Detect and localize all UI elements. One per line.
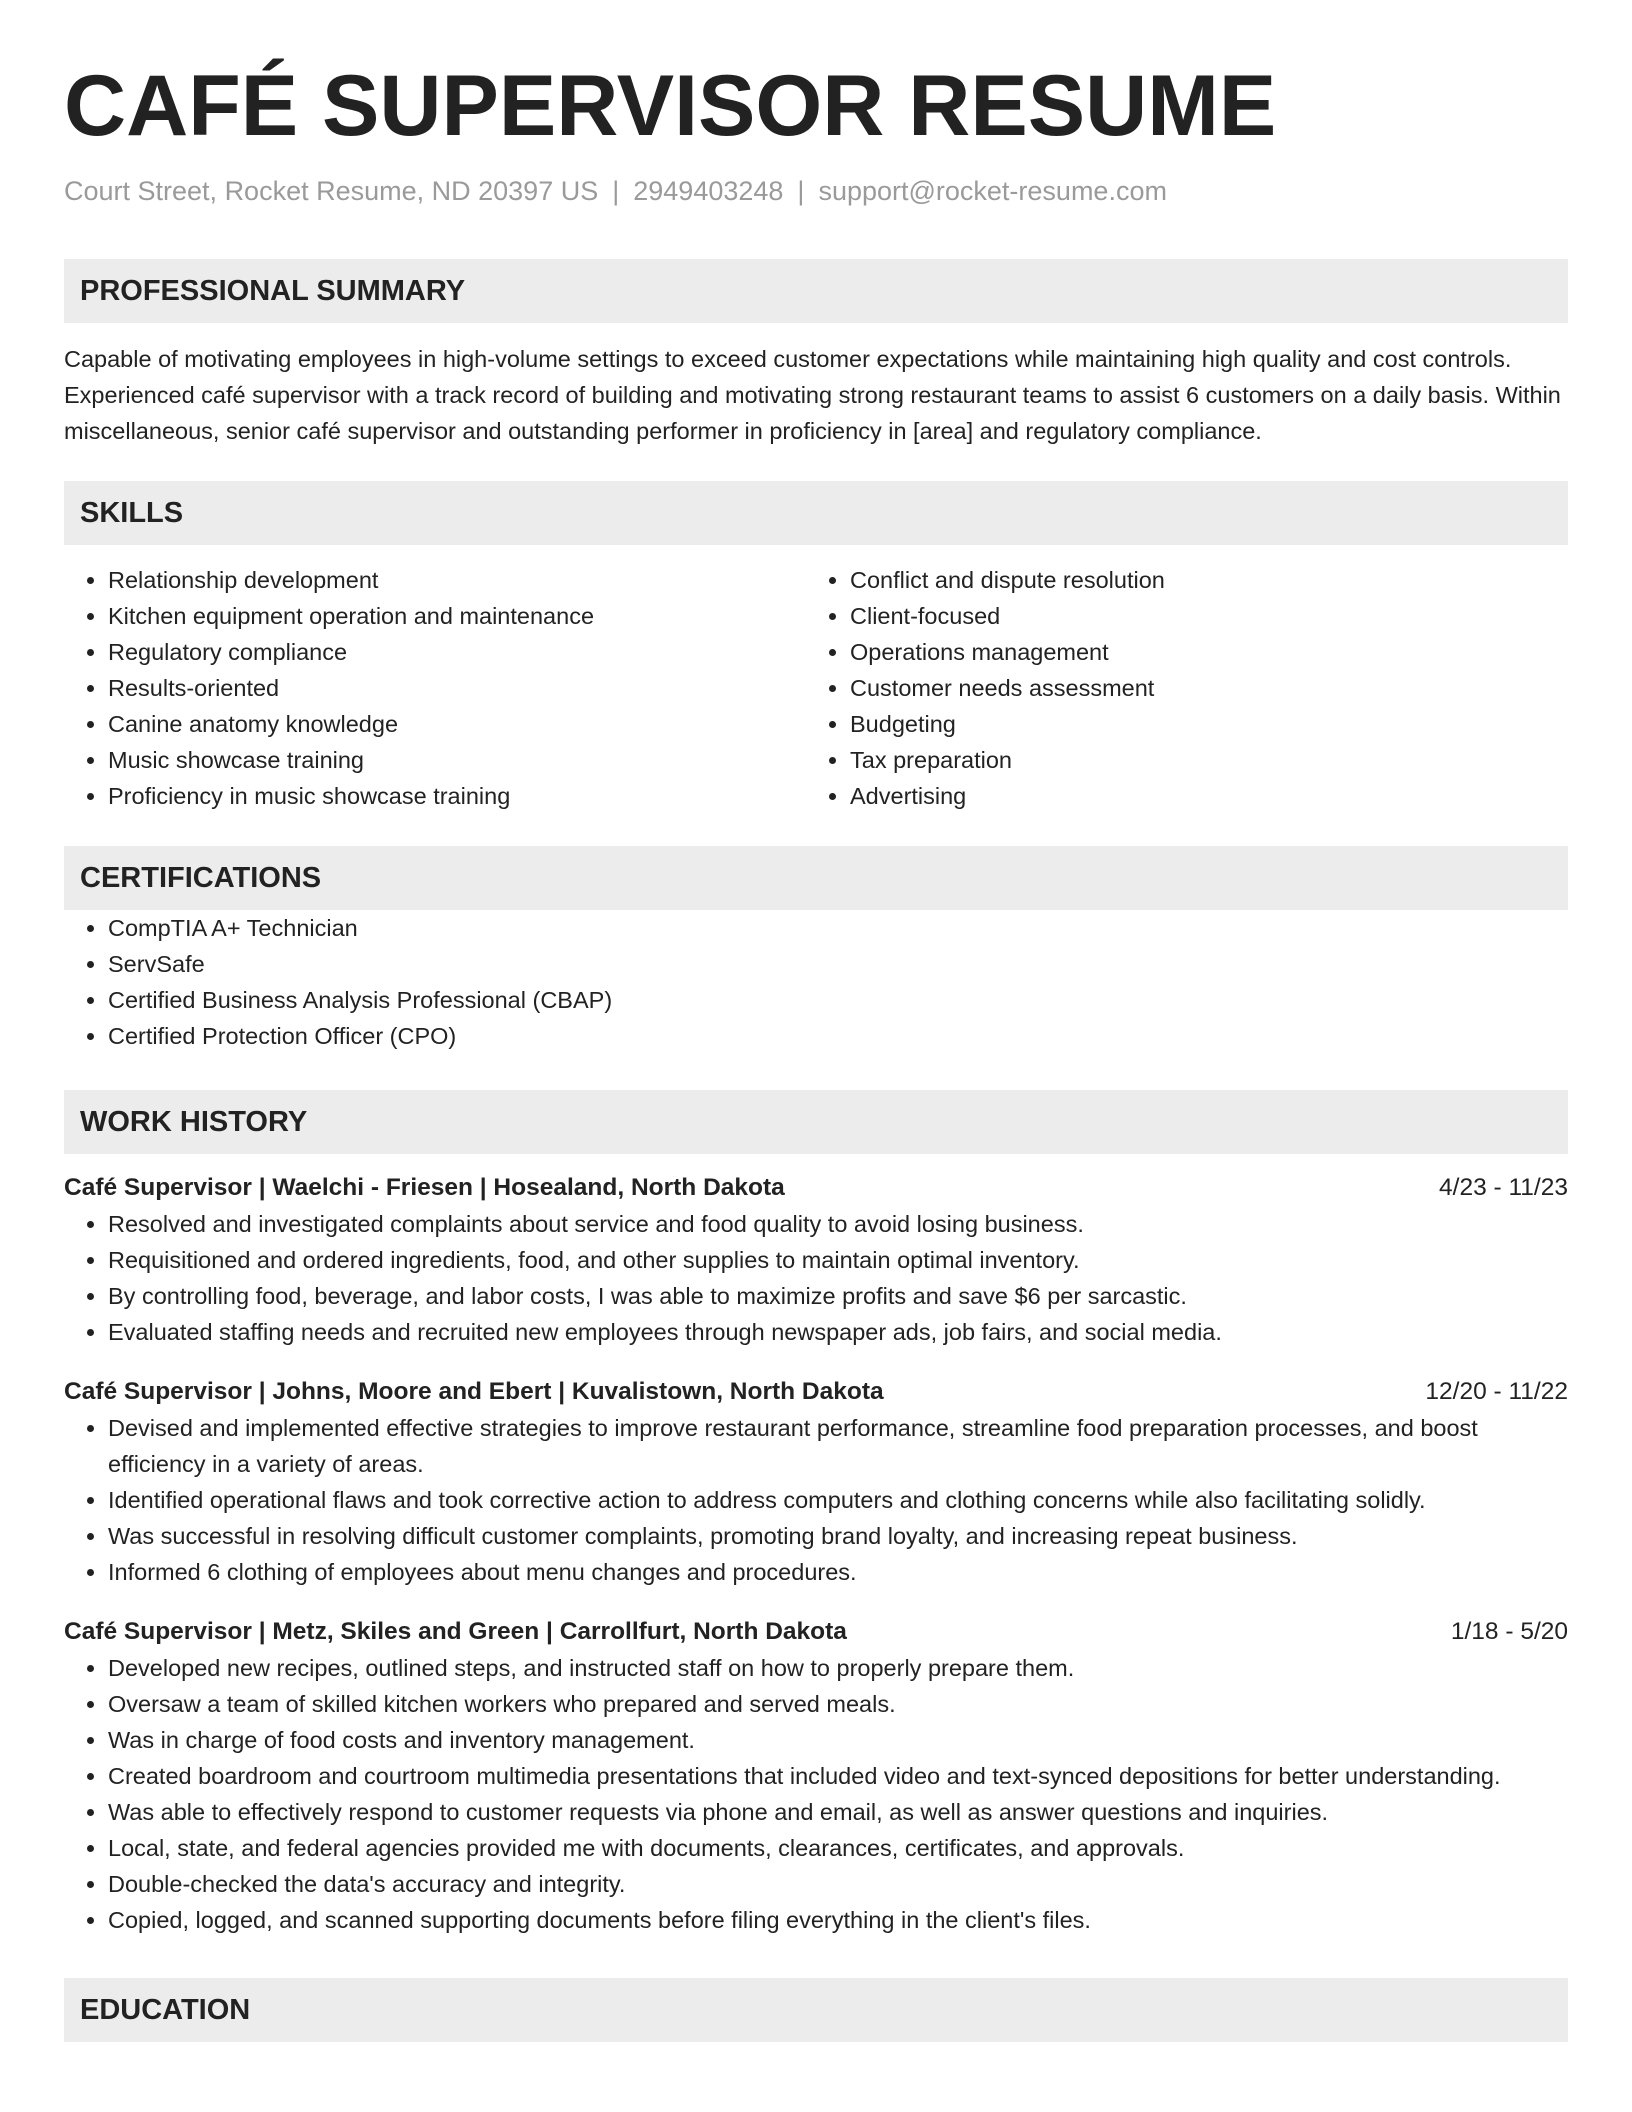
job-bullet: • Oversaw a team of skilled kitchen workers who prepared and served meals. <box>108 1686 1568 1722</box>
job-header <box>64 1374 1568 1410</box>
job-bullet: • Identified operational flaws and took corrective action to address computers and clothing concerns while also facilitating solidly. <box>108 1482 1568 1518</box>
job-bullet: • Created boardroom and courtroom multimedia presentations that included video and text-synced depositions for better understanding. <box>108 1758 1568 1794</box>
certification-item: • Certified Business Analysis Professional (CBAP) <box>108 982 1568 1018</box>
skill-item: • Music showcase training <box>108 742 806 778</box>
skill-item: • Regulatory compliance <box>108 634 806 670</box>
skill-item: • Tax preparation <box>850 742 1548 778</box>
skills-columns <box>64 562 1568 814</box>
resume-page <box>64 0 1568 2042</box>
job-bullets <box>64 1410 1568 1590</box>
job-bullet: • By controlling food, beverage, and labor costs, I was able to maximize profits and save $6 per sarcastic. <box>108 1278 1568 1314</box>
job-bullet: • Double-checked the data's accuracy and integrity. <box>108 1866 1568 1902</box>
section-heading-work-history: WORK HISTORY <box>64 1090 1568 1154</box>
certification-item: • Certified Protection Officer (CPO) <box>108 1018 1568 1054</box>
job-dates: 12/20 - 11/22 <box>1425 1378 1568 1405</box>
job-bullet: • Was in charge of food costs and inventory management. <box>108 1722 1568 1758</box>
skill-item: • Advertising <box>850 778 1548 814</box>
skills-list-right <box>806 562 1548 814</box>
job-header <box>64 1170 1568 1206</box>
job-bullet: • Was successful in resolving difficult customer complaints, promoting brand loyalty, and increasing repeat business. <box>108 1518 1568 1554</box>
job-dates: 4/23 - 11/23 <box>1439 1174 1568 1201</box>
resume-title: CAFÉ SUPERVISOR RESUME <box>64 58 1277 154</box>
certifications-list <box>64 910 1568 1054</box>
job-bullet: • Resolved and investigated complaints about service and food quality to avoid losing business. <box>108 1206 1568 1242</box>
section-heading-skills: SKILLS <box>64 481 1568 545</box>
job-bullet: • Copied, logged, and scanned supporting documents before filing everything in the client's files. <box>108 1902 1568 1938</box>
job-title: Café Supervisor | Waelchi - Friesen | Hosealand, North Dakota <box>64 1174 785 1201</box>
skills-list-left <box>64 562 806 814</box>
job-bullet: • Was able to effectively respond to customer requests via phone and email, as well as answer questions and inquiries. <box>108 1794 1568 1830</box>
section-heading-summary: PROFESSIONAL SUMMARY <box>64 259 1568 323</box>
skill-item: • Relationship development <box>108 562 806 598</box>
contact-line <box>64 174 1568 208</box>
skill-item: • Client-focused <box>850 598 1548 634</box>
job-bullets <box>64 1650 1568 1938</box>
skill-item: • Kitchen equipment operation and maintenance <box>108 598 806 634</box>
job-dates: 1/18 - 5/20 <box>1450 1618 1568 1645</box>
skill-item: • Proficiency in music showcase training <box>108 778 806 814</box>
summary-text: Capable of motivating employees in high-volume settings to exceed customer expectations while maintaining high quality and cost controls. Experienced café supervisor with a track record of building and motivating strong restaurant teams to assist 6 customers on a daily basis. Within miscellaneous, senior café supervisor and outstanding performer in proficiency in [area] and regulatory compliance. <box>64 346 1561 444</box>
job-title: Café Supervisor | Johns, Moore and Ebert | Kuvalistown, North Dakota <box>64 1378 884 1405</box>
contact-separator: | <box>797 176 805 206</box>
section-heading-education: EDUCATION <box>64 1978 1568 2042</box>
certification-item: • CompTIA A+ Technician <box>108 910 1568 946</box>
contact-email: support@rocket-resume.com <box>818 176 1167 206</box>
certification-item: • ServSafe <box>108 946 1568 982</box>
contact-phone: 2949403248 <box>633 176 784 206</box>
job-bullet: • Evaluated staffing needs and recruited new employees through newspaper ads, job fairs, and social media. <box>108 1314 1568 1350</box>
skill-item: • Customer needs assessment <box>850 670 1548 706</box>
job-bullet: • Developed new recipes, outlined steps, and instructed staff on how to properly prepare them. <box>108 1650 1568 1686</box>
job-bullet: • Local, state, and federal agencies provided me with documents, clearances, certificates, and approvals. <box>108 1830 1568 1866</box>
skill-item: • Results-oriented <box>108 670 806 706</box>
job-title: Café Supervisor | Metz, Skiles and Green | Carrollfurt, North Dakota <box>64 1618 847 1645</box>
skill-item: • Budgeting <box>850 706 1548 742</box>
skill-item: • Operations management <box>850 634 1548 670</box>
job-bullet: • Requisitioned and ordered ingredients, food, and other supplies to maintain optimal inventory. <box>108 1242 1568 1278</box>
skill-item: • Conflict and dispute resolution <box>850 562 1548 598</box>
skill-item: • Canine anatomy knowledge <box>108 706 806 742</box>
job-bullets <box>64 1206 1568 1350</box>
section-heading-certifications: CERTIFICATIONS <box>64 846 1568 910</box>
job-bullet: • Devised and implemented effective strategies to improve restaurant performance, streamline food preparation processes, and boost efficiency in a variety of areas. <box>108 1410 1568 1482</box>
contact-address: Court Street, Rocket Resume, ND 20397 US <box>64 176 599 206</box>
job-header <box>64 1614 1568 1650</box>
contact-separator: | <box>612 176 620 206</box>
job-bullet: • Informed 6 clothing of employees about menu changes and procedures. <box>108 1554 1568 1590</box>
